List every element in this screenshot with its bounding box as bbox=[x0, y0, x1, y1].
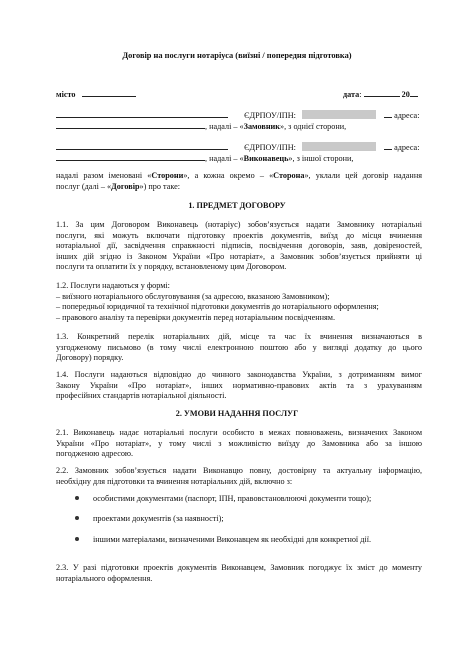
party2-edrpou-label: ЄДРПОУ/ІПН: bbox=[244, 143, 296, 152]
paragraph-1-3: 1.3. Конкретний перелік нотаріальних дій, місце та час їх вчинення визначаються в узгодженому письмово (в тому числі електронною поштою або у вигляді додатку до цього Договору) порядку. bbox=[56, 332, 422, 363]
party2-address-label: адреса: bbox=[394, 143, 420, 152]
party1-line2: , надалі – «Замовник», з однієї сторони, bbox=[56, 120, 346, 133]
intro-paragraph: надалі разом іменовані «Сторони», а кожна окремо – «Сторона», уклали цей договір надання послуг (далі – «Договір») про таке: bbox=[56, 171, 422, 191]
paragraph-2-1: 2.1. Виконавець надає нотаріальні послуги особисто в межах повноважень, визначених Законом України «Про нотаріат», у тому числі з можливістю виїзду до Замовника або за іншою погодженою адресою. bbox=[56, 428, 422, 459]
party2-name-field[interactable] bbox=[56, 141, 228, 150]
city-field[interactable] bbox=[82, 88, 136, 97]
section1-heading: 1. ПРЕДМЕТ ДОГОВОРУ bbox=[188, 201, 286, 210]
paragraph-1-2: 1.2. Послуги надаються у формі: – виїзного нотаріального обслуговування (за адресою, вказаною Замовником); – попередньої юридичної та технічної підготовки документів до нотаріального оформлення; – правового аналізу та перевірки документів перед нотаріальним посвідченням. bbox=[56, 281, 379, 322]
party1-address-field[interactable] bbox=[56, 120, 205, 129]
bullet-icon bbox=[75, 516, 79, 520]
section2-heading: 2. УМОВИ НАДАННЯ ПОСЛУГ bbox=[175, 409, 299, 418]
date-field[interactable] bbox=[364, 88, 400, 97]
date-line: дата: 20 bbox=[343, 88, 418, 101]
party2-edrpou-field[interactable] bbox=[302, 142, 376, 151]
party1-address-label: адреса: bbox=[394, 111, 420, 120]
party1-edrpou-label: ЄДРПОУ/ІПН: bbox=[244, 111, 296, 120]
document-title: Договір на послуги нотаріуса (виїзні / попередня підготовка) bbox=[122, 51, 352, 60]
party1-name-field[interactable] bbox=[56, 109, 228, 118]
paragraph-1-1: 1.1. За цим Договором Виконавець (нотаріус) зобов’язується надати Замовнику нотаріальні послуги, які можуть включати підготовку проектів документів, виїзд до місця вчинення нотаріальної дії, засвідчення справжності підписів, посвідчення договорів, заяв, довіреностей, інших дій згідно із Законом України «Про нотаріат», а Замовник зобов’язується прийняти ці послуги та оплатити їх у порядку, встановленому цим Договором. bbox=[56, 220, 422, 272]
paragraph-1-4: 1.4. Послуги надаються відповідно до чинного законодавства України, з дотриманням вимог Закону України «Про нотаріат», інших нормативно-правових актів та з урахуванням професійних стандартів нотаріальної діяльності. bbox=[56, 370, 422, 401]
year-prefix: 20 bbox=[401, 90, 410, 99]
paragraph-2-3: 2.3. У разі підготовки проектів документів Виконавцем, Замовник погоджує їх зміст до моменту нотаріального оформлення. bbox=[56, 563, 422, 583]
city-line bbox=[56, 88, 136, 101]
party2-address-field[interactable] bbox=[56, 152, 205, 161]
bullet-icon bbox=[75, 496, 79, 500]
list-item: особистими документами (паспорт, ІПН, правовстановлюючі документи тощо); bbox=[75, 494, 371, 503]
list-item: іншими матеріалами, визначеними Виконавцем як необхідні для конкретної дії. bbox=[75, 535, 371, 544]
list-item: проектами документів (за наявності); bbox=[75, 514, 224, 523]
date-label: дата bbox=[343, 90, 360, 99]
party1-role: Замовник bbox=[243, 122, 280, 131]
party2-line2: , надалі – «Виконавець», з іншої сторони, bbox=[56, 152, 353, 165]
year-field[interactable] bbox=[410, 88, 418, 97]
paragraph-2-2: 2.2. Замовник зобов’язується надати Виконавцю повну, достовірну та актуальну інформацію, необхідну для підготовки та вчинення нотаріальних дій, включно з: bbox=[56, 466, 422, 486]
party2-role: Виконавець bbox=[243, 154, 289, 163]
city-label: місто bbox=[56, 90, 76, 99]
party1-edrpou-field[interactable] bbox=[302, 110, 376, 119]
bullet-icon bbox=[75, 537, 79, 541]
